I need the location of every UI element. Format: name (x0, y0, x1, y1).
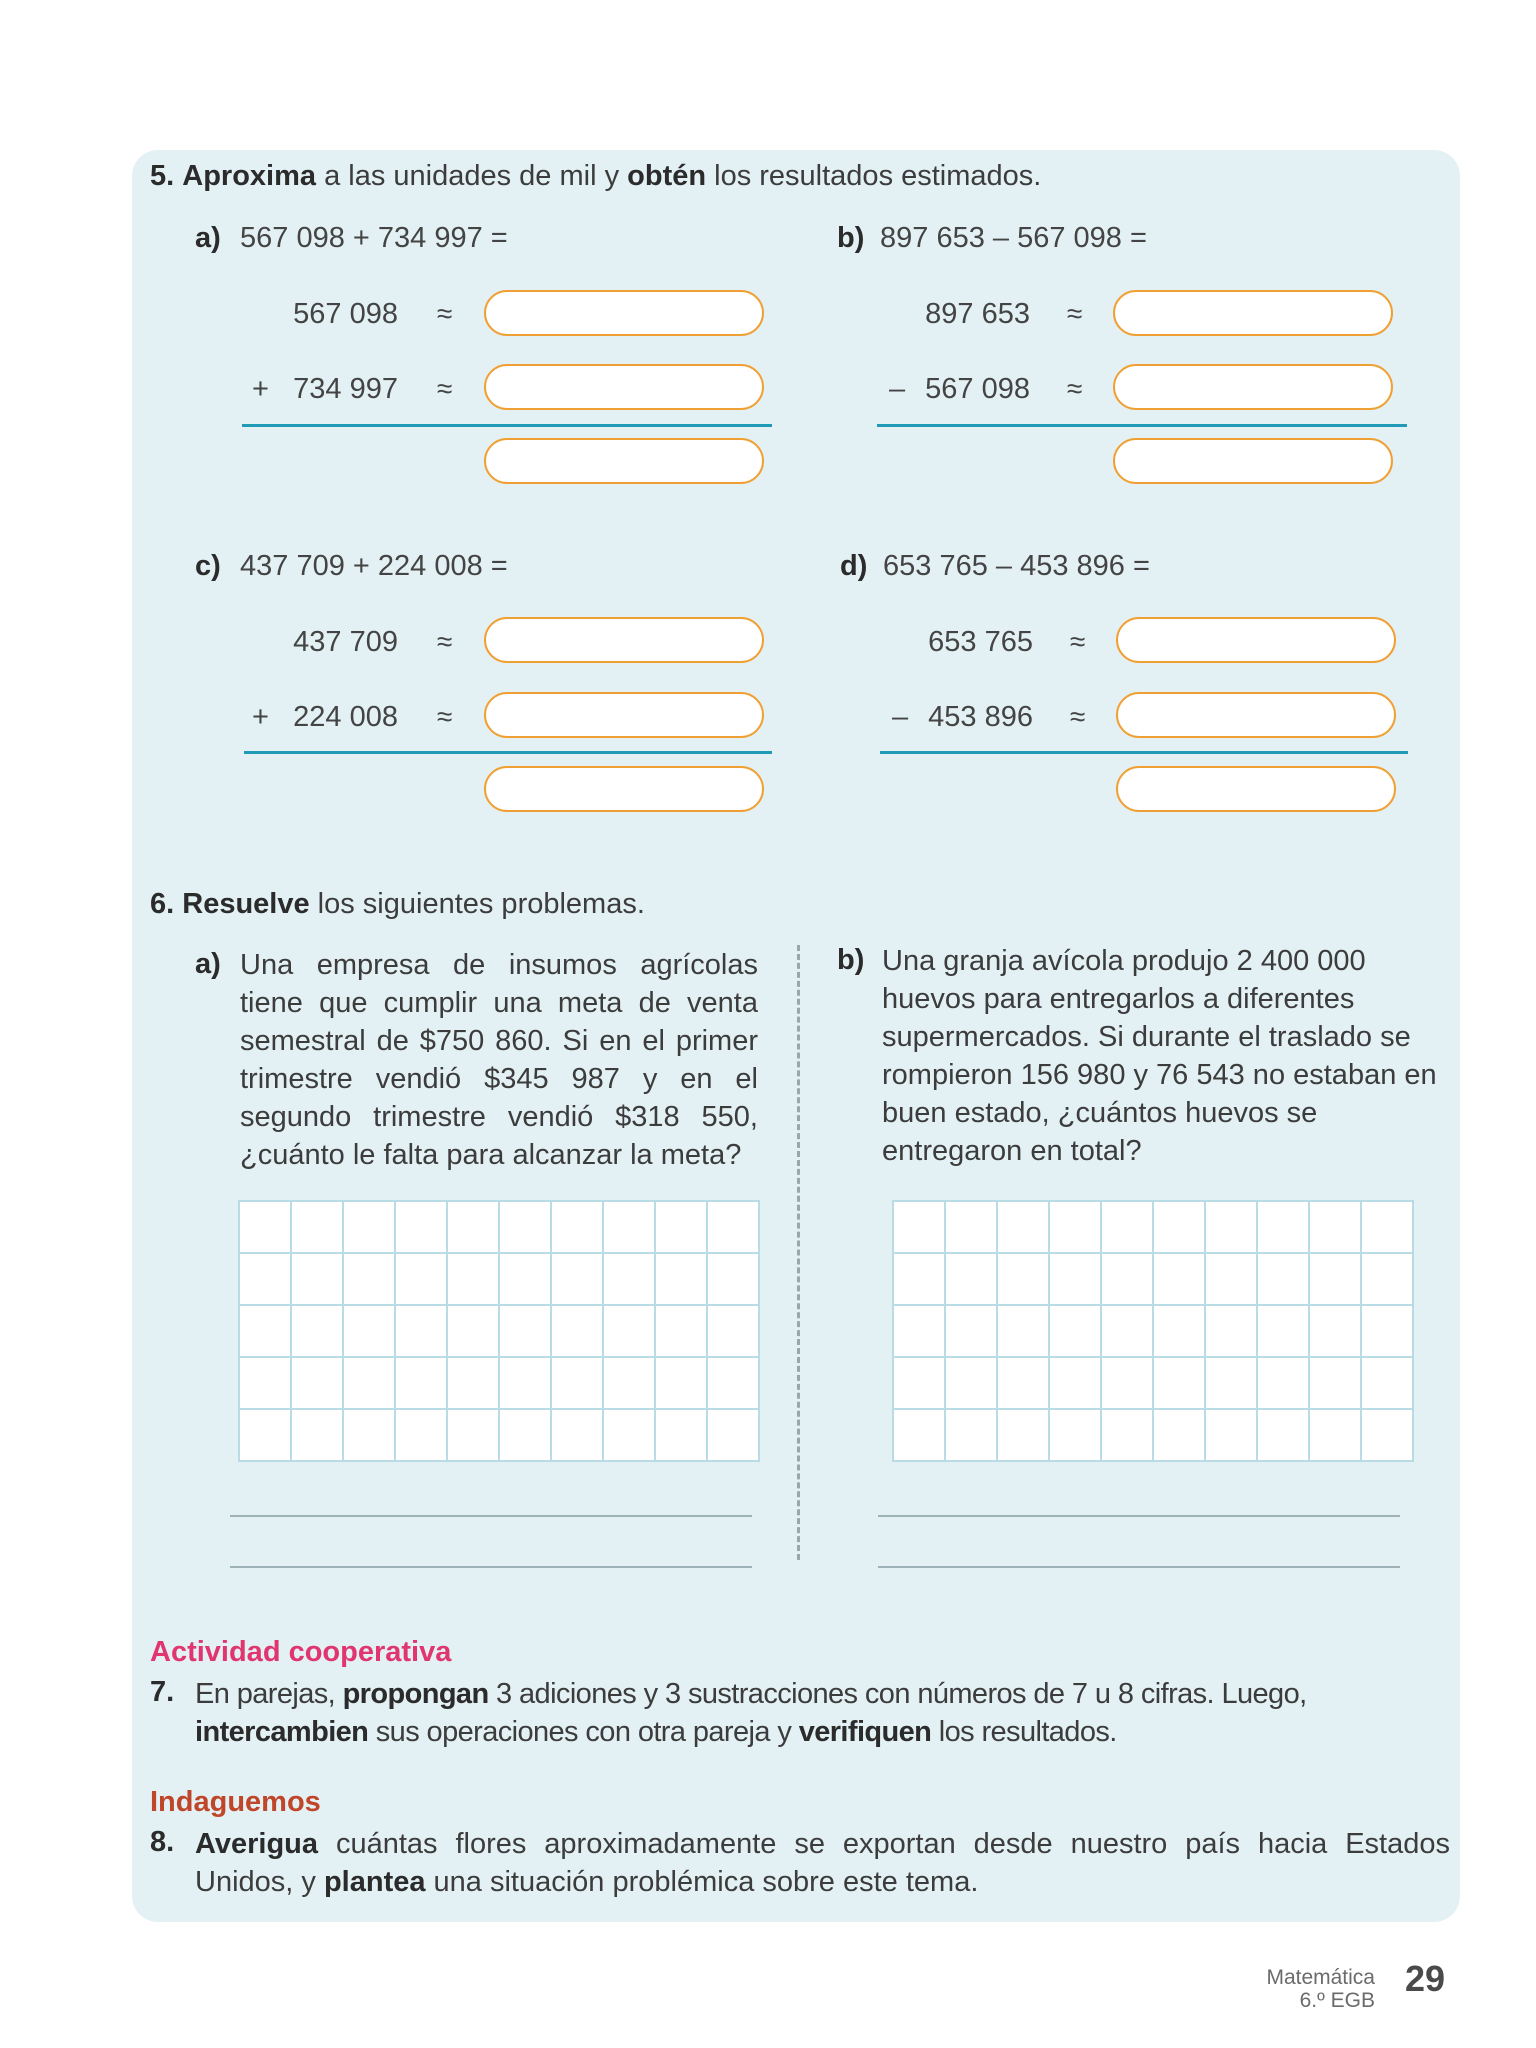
ex5-instruction (182, 160, 1041, 192)
approx-symbol: ≈ (1070, 701, 1086, 732)
ex5b-n2-answer-box[interactable] (1113, 364, 1393, 410)
ex5d-result-box[interactable] (1116, 766, 1396, 812)
ex5a-operator: + (252, 373, 269, 405)
ex5c-operator: + (252, 701, 269, 733)
column-divider (797, 945, 800, 1560)
ex5d-equation: 653 765 – 453 896 = (883, 550, 1150, 582)
ex5b-n1-answer-box[interactable] (1113, 290, 1393, 336)
ex5a-sum-line (242, 424, 772, 427)
emphasis-text: obtén (627, 160, 707, 192)
ex5a-n1: 567 098 (293, 298, 398, 330)
body-text: una situación problémica sobre este tema. (425, 1866, 979, 1898)
ex5c-equation: 437 709 + 224 008 = (240, 550, 508, 582)
ex6b-answer-line[interactable] (878, 1566, 1400, 1568)
ex7-text (195, 1675, 1450, 1751)
body-text: a las unidades de mil y (316, 160, 628, 192)
ex5a-n1-answer-box[interactable] (484, 290, 764, 336)
ex6b-answer-line[interactable] (878, 1515, 1400, 1517)
ex5a-label: a) (195, 222, 221, 254)
ex5d-operator: – (892, 701, 909, 733)
footer-grade: 6.º EGB (1299, 1989, 1375, 2012)
ex5a-result-box[interactable] (484, 438, 764, 484)
ex5c-sum-line (244, 751, 772, 754)
body-text: En parejas, (195, 1678, 343, 1710)
emphasis-text: verifiquen (798, 1716, 932, 1748)
emphasis-text: Aproxima (182, 160, 317, 192)
ex7-number: 7. (150, 1676, 175, 1708)
body-text: cuántas flores aproximadamente se exportan desde nuestro país hacia Estados Unidos, y (195, 1828, 1450, 1898)
body-text: sus operaciones con otra pareja y (368, 1716, 799, 1748)
emphasis-text: plantea (323, 1866, 426, 1898)
ex5c-result-box[interactable] (484, 766, 764, 812)
ex5c-n2-answer-box[interactable] (484, 692, 764, 738)
approx-symbol: ≈ (437, 373, 453, 404)
ex5a-n2: 734 997 (293, 373, 398, 405)
ex5d-n1: 653 765 (928, 626, 1033, 658)
ex5-number: 5. (150, 160, 175, 192)
approx-symbol: ≈ (1067, 298, 1083, 329)
ex5c-n1: 437 709 (293, 626, 398, 658)
ex5d-sum-line (880, 751, 1408, 754)
emphasis-text: Averigua (195, 1828, 319, 1860)
ex6-instruction (182, 888, 645, 920)
body-text: 3 adiciones y 3 sustracciones con números de 7 u 8 cifras. Luego, (488, 1678, 1307, 1710)
ex5b-n2: 567 098 (925, 373, 1030, 405)
emphasis-text: Resuelve (182, 888, 310, 920)
ex5d-label: d) (840, 550, 868, 582)
ex5b-operator: – (889, 373, 906, 405)
approx-symbol: ≈ (437, 701, 453, 732)
ex6a-label: a) (195, 948, 221, 980)
page-number: 29 (1405, 1958, 1446, 1999)
ex6a-answer-line[interactable] (230, 1566, 752, 1568)
ex6b-problem-text: Una granja avícola produjo 2 400 000 huevos para entregarlos a diferentes supermercados. Si durante el traslado se rompieron 156 980 y 76 543 no estaban en buen estado, ¿cuántos huevos se entregaron en total? (882, 945, 1437, 1167)
indag-heading: Indaguemos (150, 1786, 321, 1818)
ex5b-equation: 897 653 – 567 098 = (880, 222, 1147, 254)
coop-heading: Actividad cooperativa (150, 1636, 452, 1668)
emphasis-text: intercambien (195, 1716, 369, 1748)
ex6-number: 6. (150, 888, 175, 920)
ex5-heading (150, 160, 1041, 193)
ex5d-n1-answer-box[interactable] (1116, 617, 1396, 663)
ex5c-n1-answer-box[interactable] (484, 617, 764, 663)
body-text: los resultados estimados. (706, 160, 1042, 192)
ex6b-work-grid[interactable] (892, 1200, 1414, 1462)
ex6a-work-grid[interactable] (238, 1200, 760, 1462)
body-text: los resultados. (931, 1716, 1117, 1748)
ex6a-problem-text: Una empresa de insumos agrícolas tiene que cumplir una meta de venta semestral de $750 860. Si en el primer trimestre vendió $345 987 y en el segundo trimestre vendió $318 550, ¿cuánto le falta para alcanzar la meta? (240, 949, 758, 1171)
ex5a-equation: 567 098 + 734 997 = (240, 222, 508, 254)
ex5c-label: c) (195, 550, 221, 582)
ex5d-n2-answer-box[interactable] (1116, 692, 1396, 738)
ex5b-n1: 897 653 (925, 298, 1030, 330)
ex5d-n2: 453 896 (928, 701, 1033, 733)
ex8-number: 8. (150, 1826, 175, 1858)
body-text: los siguientes problemas. (309, 888, 645, 920)
footer-subject-name: Matemática (1266, 1966, 1375, 1989)
ex5b-sum-line (877, 424, 1407, 427)
ex5b-result-box[interactable] (1113, 438, 1393, 484)
approx-symbol: ≈ (1067, 373, 1083, 404)
ex6a-answer-line[interactable] (230, 1515, 752, 1517)
approx-symbol: ≈ (1070, 626, 1086, 657)
approx-symbol: ≈ (437, 298, 453, 329)
ex5a-n2-answer-box[interactable] (484, 364, 764, 410)
ex5c-n2: 224 008 (293, 701, 398, 733)
approx-symbol: ≈ (437, 626, 453, 657)
footer-subject (1200, 1966, 1375, 2012)
ex6b-label: b) (837, 944, 865, 976)
ex5b-label: b) (837, 222, 865, 254)
ex6-heading (150, 888, 645, 921)
emphasis-text: propongan (342, 1678, 489, 1710)
ex8-text (195, 1825, 1450, 1901)
